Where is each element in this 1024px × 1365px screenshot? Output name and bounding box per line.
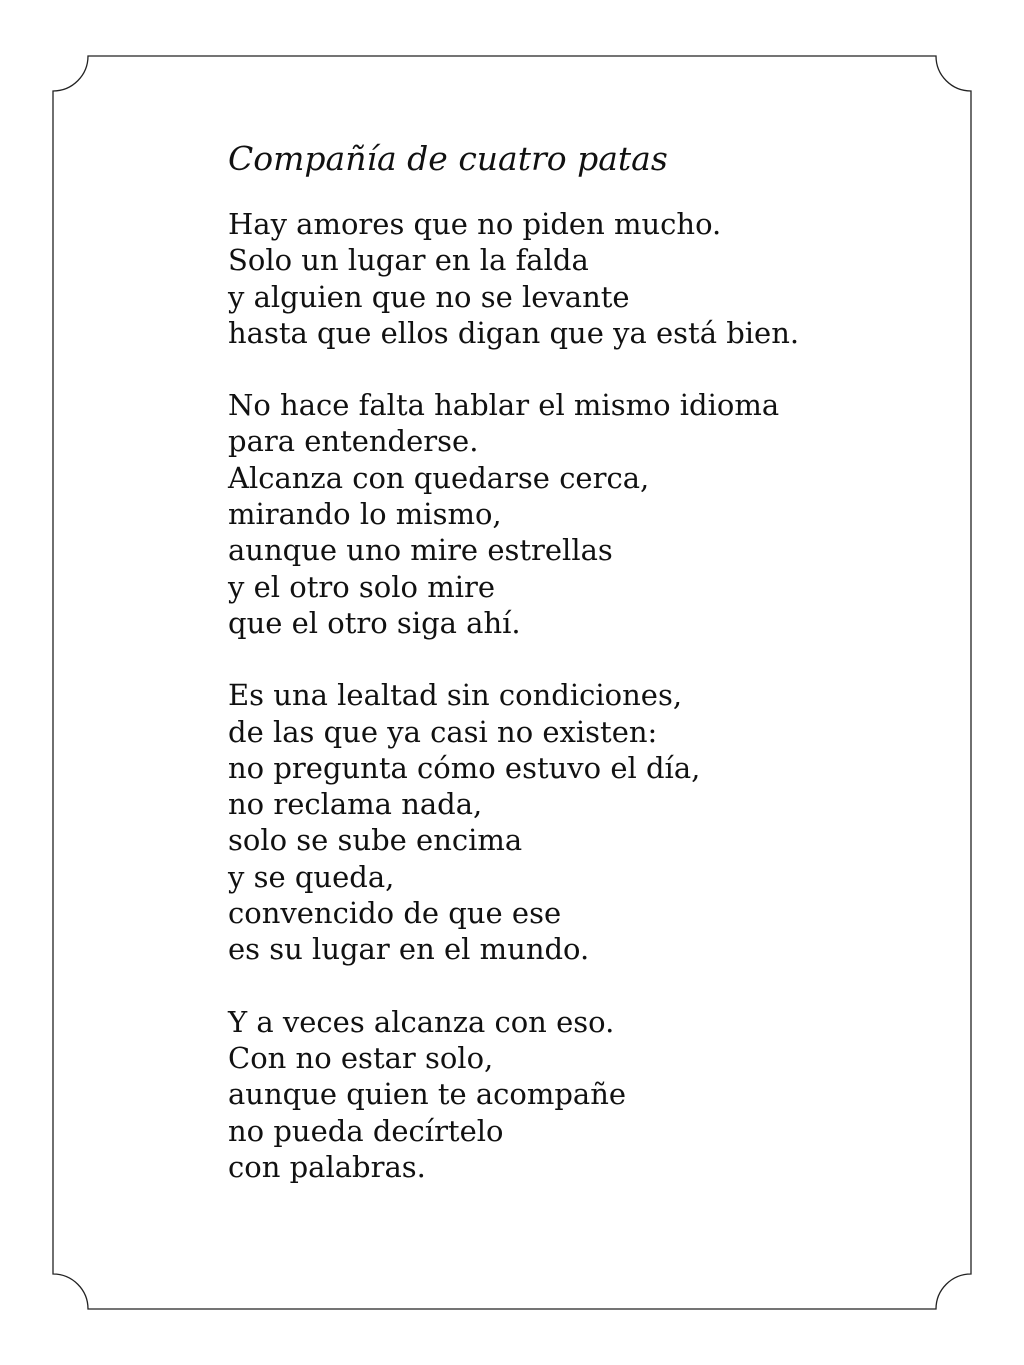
poem-line: es su lugar en el mundo. xyxy=(228,932,590,967)
poem-line: y se queda, xyxy=(228,859,395,894)
poem-line: aunque quien te acompañe xyxy=(228,1077,627,1112)
stanza-2 xyxy=(228,387,928,641)
poem-line: Solo un lugar en la falda xyxy=(228,243,589,278)
poem-line: y el otro solo mire xyxy=(228,569,496,604)
stanza-3 xyxy=(228,677,928,967)
poem-line: no pregunta cómo estuvo el día, xyxy=(228,750,701,785)
poem-line: para entenderse. xyxy=(228,424,479,459)
poem-line: no reclama nada, xyxy=(228,787,483,822)
poem-line: Hay amores que no piden mucho. xyxy=(228,207,722,241)
poem-line: hasta que ellos digan que ya está bien. xyxy=(228,315,800,350)
poem-line: Y a veces alcanza con eso. xyxy=(228,1004,615,1039)
poem-line: que el otro siga ahí. xyxy=(228,605,521,640)
poem-line: mirando lo mismo, xyxy=(228,497,502,532)
poem-line: y alguien que no se levante xyxy=(228,279,630,314)
poem-line: Alcanza con quedarse cerca, xyxy=(228,460,650,495)
poem-line: solo se sube encima xyxy=(228,823,523,858)
poem-line: no pueda decírtelo xyxy=(228,1113,504,1148)
poem-line: aunque uno mire estrellas xyxy=(228,533,613,568)
poem-line: convencido de que ese xyxy=(228,896,562,931)
stanza-4 xyxy=(228,1004,928,1185)
stanza-1 xyxy=(228,206,928,351)
poem-line: No hace falta hablar el mismo idioma xyxy=(228,388,780,423)
poem xyxy=(228,138,928,1221)
poem-line: Es una lealtad sin condiciones, xyxy=(228,678,683,713)
poem-line: Con no estar solo, xyxy=(228,1040,494,1075)
poem-line: de las que ya casi no existen: xyxy=(228,714,658,749)
poem-title: Compañía de cuatro patas xyxy=(228,139,668,178)
poem-line: con palabras. xyxy=(228,1149,426,1184)
